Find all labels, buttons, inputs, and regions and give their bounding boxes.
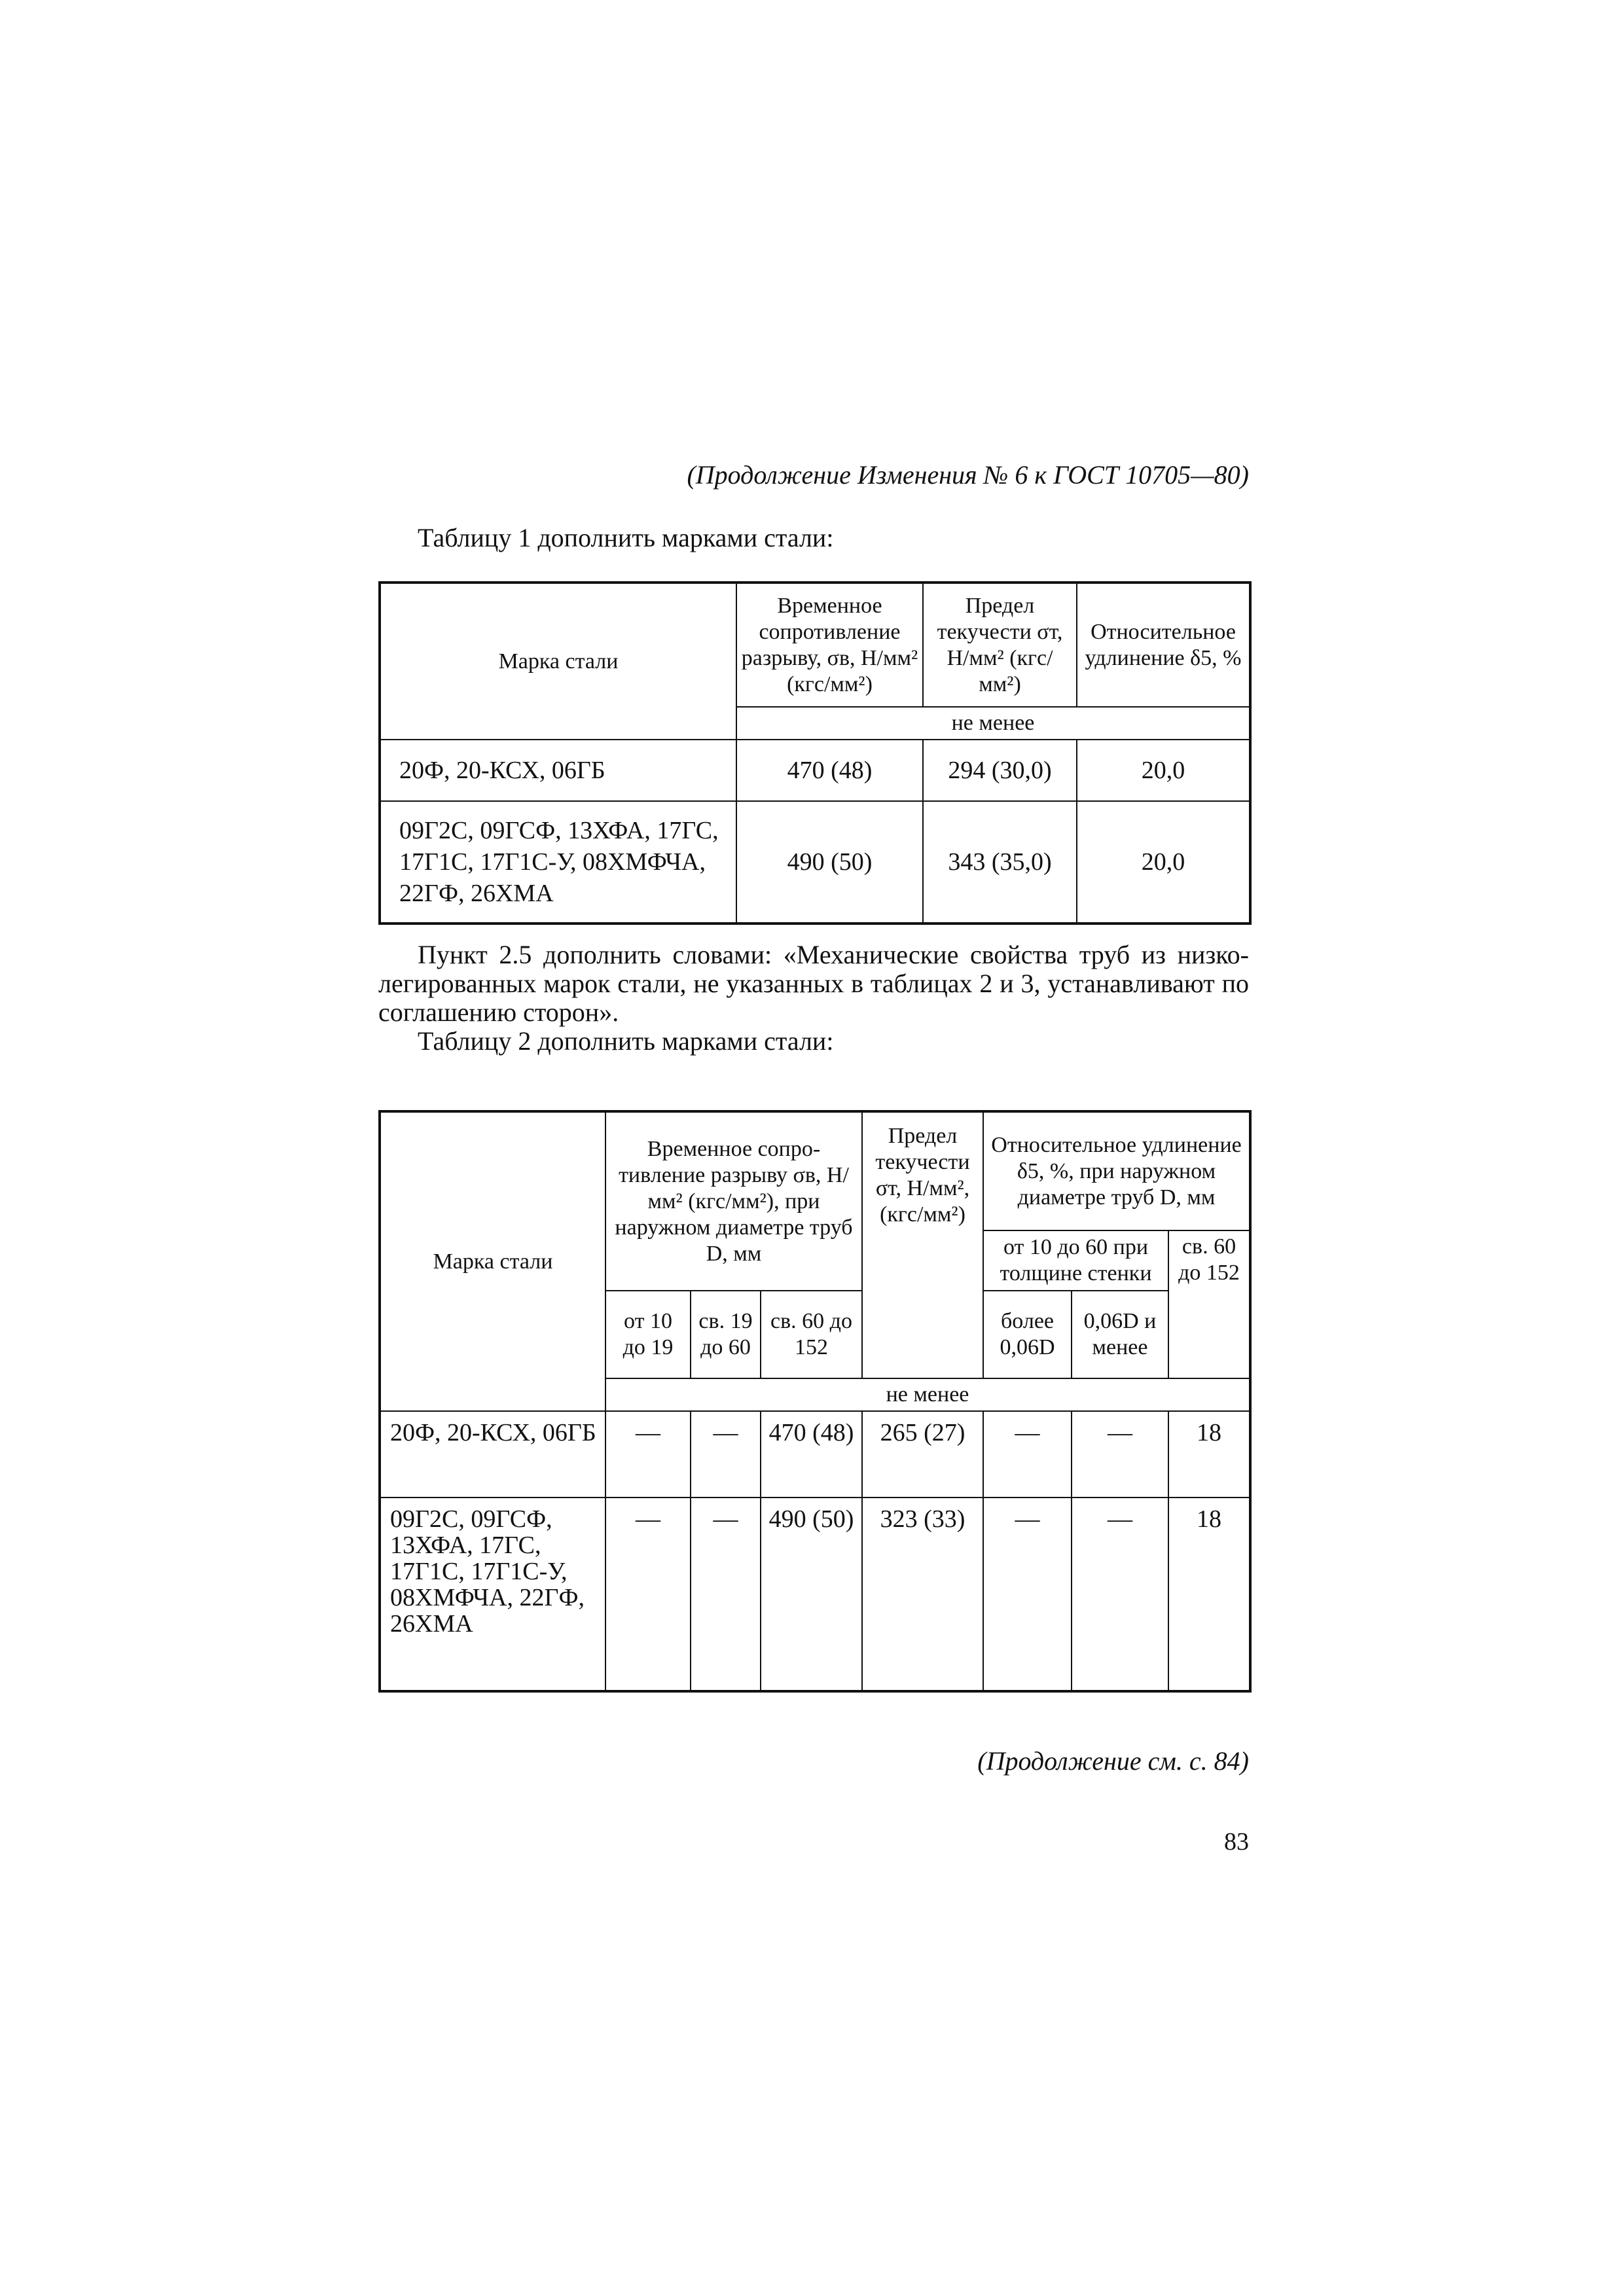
steel-grade-cell: 09Г2С, 09ГСФ, 13ХФА, 17ГС, 17Г1С, 17Г1С-У, 08ХМФЧА, 22ГФ, 26ХМА <box>380 801 736 924</box>
table-row <box>380 1498 1250 1691</box>
header-tensile-19-60: св. 19 до 60 <box>691 1291 761 1378</box>
tensile-60-152-cell: 470 (48) <box>761 1411 862 1498</box>
yield-cell: 265 (27) <box>862 1411 983 1498</box>
elong-more-cell: — <box>983 1411 1072 1498</box>
header-tensile-strength: Временное сопротивление разрыву, σв, Н/мм² (кгс/мм²) <box>736 583 923 707</box>
header-not-less: не менее <box>605 1378 1250 1411</box>
paragraph-2-5: Пункт 2.5 дополнить словами: «Механические свойства труб из низколегированных марок стали, не указанных в таблицах 2 и 3, устанавливают по соглашению сторон». <box>378 940 1249 1027</box>
yield-cell: 323 (33) <box>862 1498 983 1691</box>
steel-grade-cell: 09Г2С, 09ГСФ, 13ХФА, 17ГС, 17Г1С, 17Г1С-У, 08ХМФЧА, 22ГФ, 26ХМА <box>380 1498 605 1691</box>
tensile-19-60-cell: — <box>691 1498 761 1691</box>
elong-more-cell: — <box>983 1498 1072 1691</box>
tensile-60-152-cell: 490 (50) <box>761 1498 862 1691</box>
table-2-addition <box>378 1110 1252 1693</box>
elong-over-60-cell: 18 <box>1168 1411 1250 1498</box>
table2-intro: Таблицу 2 дополнить марками стали: <box>418 1026 834 1056</box>
tensile-19-60-cell: — <box>691 1411 761 1498</box>
header-elongation: Относительное удлинение δ5, % <box>1077 583 1250 707</box>
running-head: (Продолжение Изменения № 6 к ГОСТ 10705—80) <box>687 460 1249 490</box>
header-yield-strength: Предел текучести σт, Н/мм², (кгс/мм²) <box>862 1111 983 1378</box>
tensile-cell: 490 (50) <box>736 801 923 924</box>
tensile-cell: 470 (48) <box>736 740 923 801</box>
yield-cell: 294 (30,0) <box>923 740 1077 801</box>
tensile-10-19-cell: — <box>605 1498 691 1691</box>
steel-grade-cell: 20Ф, 20-КСХ, 06ГБ <box>380 740 736 801</box>
header-tensile-60-152: св. 60 до 152 <box>761 1291 862 1378</box>
table1-intro: Таблицу 1 дополнить марками стали: <box>418 523 834 552</box>
elong-less-cell: — <box>1072 1411 1168 1498</box>
steel-grade-cell: 20Ф, 20-КСХ, 06ГБ <box>380 1411 605 1498</box>
header-tensile-10-19: от 10 до 19 <box>605 1291 691 1378</box>
header-elong-thickness: от 10 до 60 при толщине стенки <box>983 1230 1168 1291</box>
page-number: 83 <box>1224 1828 1249 1856</box>
elong-over-60-cell: 18 <box>1168 1498 1250 1691</box>
continued-note: (Продолжение см. с. 84) <box>977 1746 1249 1776</box>
header-elong-less: 0,06D и менее <box>1072 1291 1168 1378</box>
table-row <box>380 801 1250 924</box>
header-elongation: Относительное удлинение δ5, %, при наружном диаметре труб D, мм <box>983 1111 1250 1230</box>
header-yield-strength: Предел текучести σт, Н/мм² (кгс/мм²) <box>923 583 1077 707</box>
table-1-addition <box>378 581 1252 925</box>
header-elong-more: более 0,06D <box>983 1291 1072 1378</box>
tensile-10-19-cell: — <box>605 1411 691 1498</box>
elongation-cell: 20,0 <box>1077 801 1250 924</box>
header-elong-over-60: св. 60 до 152 <box>1168 1230 1250 1378</box>
header-tensile-strength: Временное сопротивление разрыву σв, Н/мм² (кгс/мм²), при наружном диаметре труб D, мм <box>605 1111 862 1291</box>
yield-cell: 343 (35,0) <box>923 801 1077 924</box>
header-steel-grade: Марка стали <box>380 1111 605 1411</box>
header-steel-grade: Марка стали <box>380 583 736 740</box>
header-not-less: не менее <box>736 707 1250 740</box>
table-row <box>380 740 1250 801</box>
elong-less-cell: — <box>1072 1498 1168 1691</box>
elongation-cell: 20,0 <box>1077 740 1250 801</box>
table-row <box>380 1411 1250 1498</box>
